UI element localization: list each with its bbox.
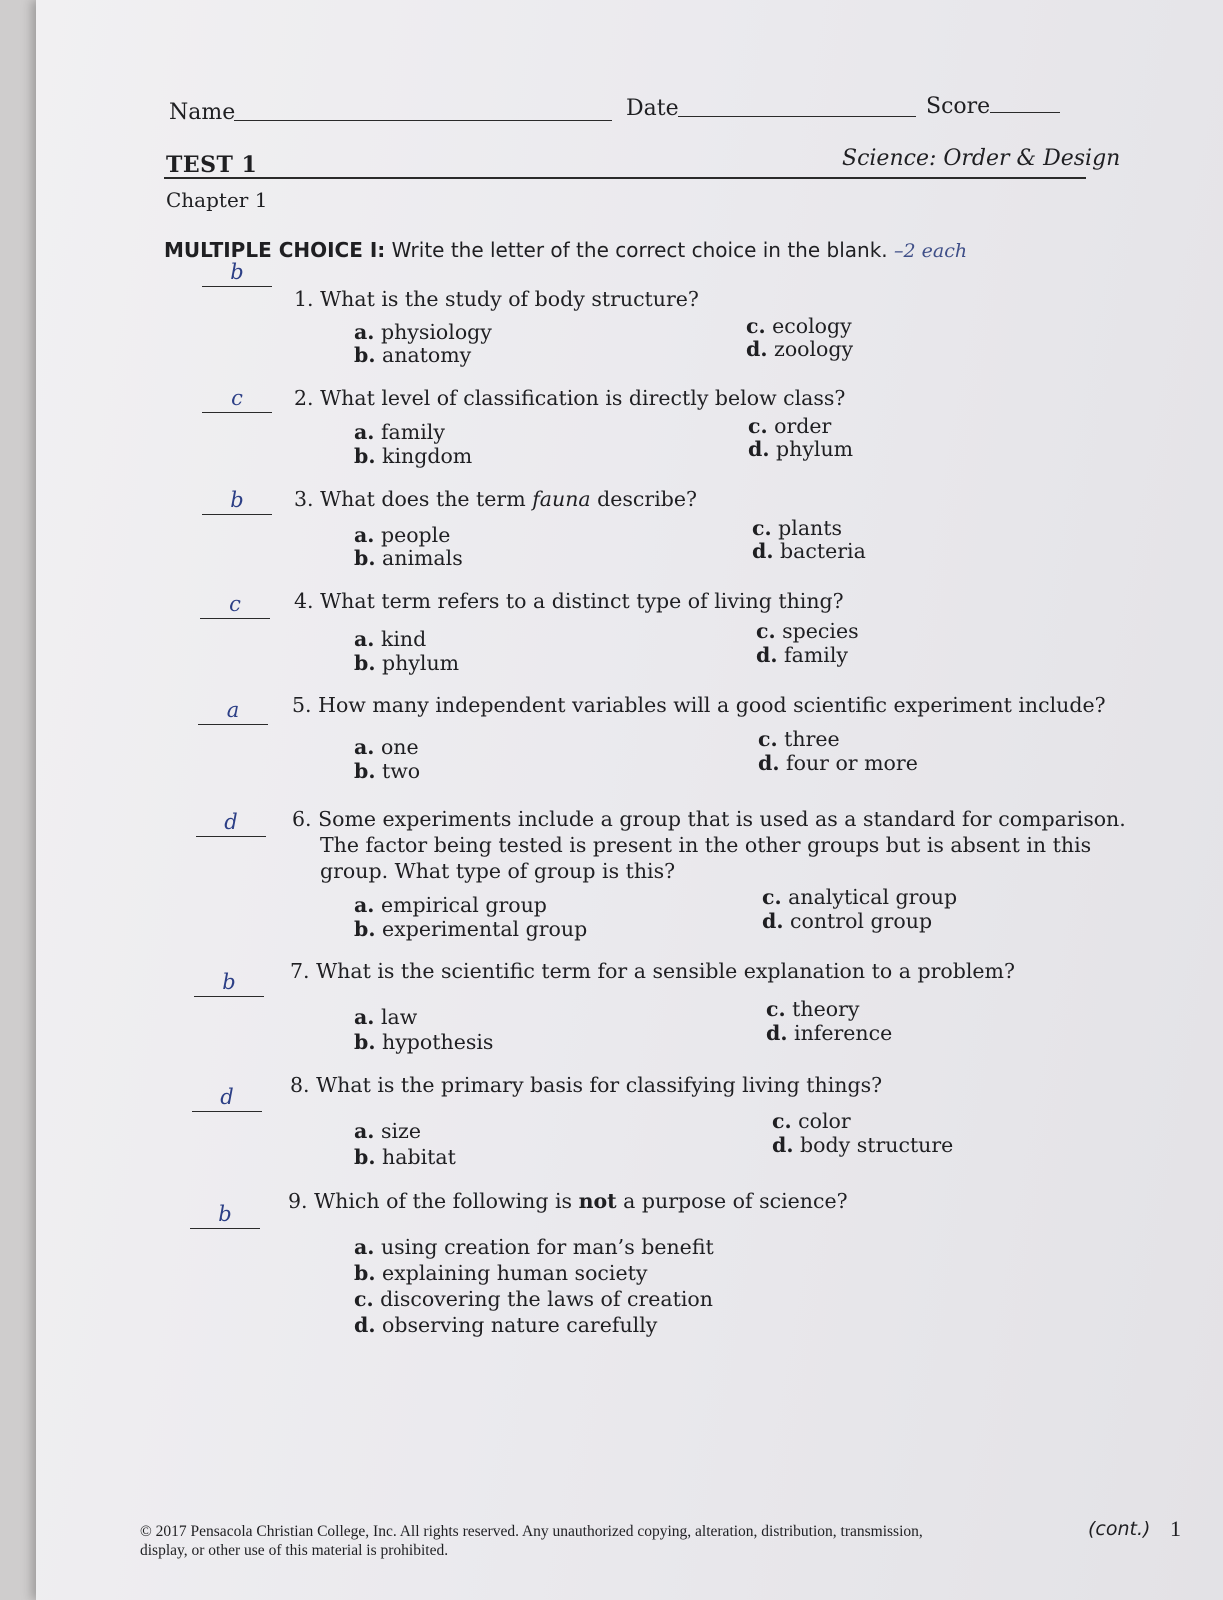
answer-blank-1[interactable] bbox=[202, 258, 272, 287]
choice-9c: c. discovering the laws of creation bbox=[354, 1287, 713, 1311]
choice-4d: d. family bbox=[756, 643, 848, 667]
question-3: 3. What does the term fauna describe? bbox=[294, 487, 697, 511]
choice-6a: a. empirical group bbox=[354, 893, 547, 917]
score-line[interactable] bbox=[990, 112, 1060, 113]
answer-blank-6[interactable] bbox=[196, 808, 266, 837]
choice-7d: d. inference bbox=[766, 1021, 893, 1045]
answer-blank-7[interactable] bbox=[194, 968, 264, 997]
answer-8: d bbox=[220, 1085, 234, 1109]
answer-3: b bbox=[230, 488, 244, 512]
choice-2d: d. phylum bbox=[748, 437, 854, 461]
choice-6d: d. control group bbox=[762, 909, 933, 933]
choice-8b: b. habitat bbox=[354, 1145, 456, 1169]
choice-3d: d. bacteria bbox=[752, 539, 866, 563]
test-title: TEST 1 bbox=[166, 152, 258, 178]
choice-4c: c. species bbox=[756, 619, 859, 643]
choice-7c: c. theory bbox=[766, 997, 860, 1021]
answer-1: b bbox=[230, 260, 244, 284]
choice-1b: b. anatomy bbox=[354, 343, 472, 367]
test-page bbox=[36, 0, 1223, 1600]
question-2: 2. What level of classification is directly below class? bbox=[294, 386, 846, 410]
choice-5a: a. one bbox=[354, 735, 419, 759]
section-heading bbox=[164, 238, 967, 262]
name-line[interactable] bbox=[234, 120, 612, 121]
question-5: 5. How many independent variables will a good scientific experiment include? bbox=[292, 693, 1106, 717]
choice-6b: b. experimental group bbox=[354, 917, 588, 941]
answer-9: b bbox=[218, 1202, 232, 1226]
choice-7a: a. law bbox=[354, 1005, 418, 1029]
choice-3b: b. animals bbox=[354, 546, 463, 570]
choice-9d: d. observing nature carefully bbox=[354, 1313, 658, 1337]
answer-2: c bbox=[231, 386, 243, 410]
choice-5d: d. four or more bbox=[758, 751, 918, 775]
choice-1c: c. ecology bbox=[746, 314, 852, 338]
section-title: MULTIPLE CHOICE I: bbox=[164, 238, 386, 262]
date-label: Date bbox=[626, 96, 679, 121]
choice-1a: a. physiology bbox=[354, 320, 492, 344]
continued-note: (cont.) bbox=[1088, 1518, 1151, 1540]
choice-2a: a. family bbox=[354, 420, 445, 444]
choice-7b: b. hypothesis bbox=[354, 1030, 494, 1054]
page-number: 1 bbox=[1170, 1516, 1181, 1541]
answer-blank-5[interactable] bbox=[198, 696, 268, 725]
choice-5c: c. three bbox=[758, 727, 840, 751]
answer-blank-8[interactable] bbox=[192, 1083, 262, 1112]
choice-9b: b. explaining human society bbox=[354, 1261, 648, 1285]
section-instruction: Write the letter of the correct choice in the blank. bbox=[391, 238, 888, 262]
choice-4a: a. kind bbox=[354, 627, 427, 651]
question-8: 8. What is the primary basis for classifying living things? bbox=[290, 1073, 883, 1097]
choice-2c: c. order bbox=[748, 414, 832, 438]
question-6: 6. Some experiments include a group that is used as a standard for comparison. The factor being tested is present in the other groups but is absent in this group. What type of group is this? bbox=[292, 807, 1126, 883]
chapter-label: Chapter 1 bbox=[166, 188, 268, 212]
choice-2b: b. kingdom bbox=[354, 444, 473, 468]
name-label: Name bbox=[169, 100, 236, 125]
answer-blank-9[interactable] bbox=[190, 1200, 260, 1229]
answer-6: d bbox=[224, 810, 238, 834]
question-9: 9. Which of the following is not a purpose of science? bbox=[288, 1189, 848, 1213]
answer-7: b bbox=[222, 970, 236, 994]
answer-4: c bbox=[229, 592, 241, 616]
copyright-notice bbox=[140, 1522, 923, 1560]
points-note: –2 each bbox=[894, 240, 968, 262]
answer-blank-2[interactable] bbox=[202, 384, 272, 413]
header-rule bbox=[164, 177, 1086, 179]
choice-8a: a. size bbox=[354, 1119, 421, 1143]
choice-8d: d. body structure bbox=[772, 1133, 954, 1157]
answer-blank-4[interactable] bbox=[200, 590, 270, 619]
score-label: Score bbox=[926, 94, 991, 119]
choice-9a: a. using creation for man’s benefit bbox=[354, 1235, 714, 1259]
answer-5: a bbox=[226, 698, 240, 722]
choice-8c: c. color bbox=[772, 1109, 851, 1133]
subject-title: Science: Order & Design bbox=[842, 146, 1121, 171]
choice-3a: a. people bbox=[354, 523, 451, 547]
question-1: 1. What is the study of body structure? bbox=[294, 287, 699, 311]
choice-3c: c. plants bbox=[752, 516, 843, 540]
copyright-line-1: © 2017 Pensacola Christian College, Inc. All rights reserved. Any unauthorized copying, alteration, distribution, transmission, bbox=[140, 1523, 923, 1540]
answer-blank-3[interactable] bbox=[202, 486, 272, 515]
choice-4b: b. phylum bbox=[354, 651, 460, 675]
copyright-line-2: display, or other use of this material is prohibited. bbox=[140, 1542, 449, 1559]
question-4: 4. What term refers to a distinct type of living thing? bbox=[294, 589, 844, 613]
choice-6c: c. analytical group bbox=[762, 885, 958, 909]
choice-5b: b. two bbox=[354, 759, 421, 783]
date-line[interactable] bbox=[678, 116, 916, 117]
choice-1d: d. zoology bbox=[746, 337, 854, 361]
question-7: 7. What is the scientific term for a sensible explanation to a problem? bbox=[290, 959, 1015, 983]
